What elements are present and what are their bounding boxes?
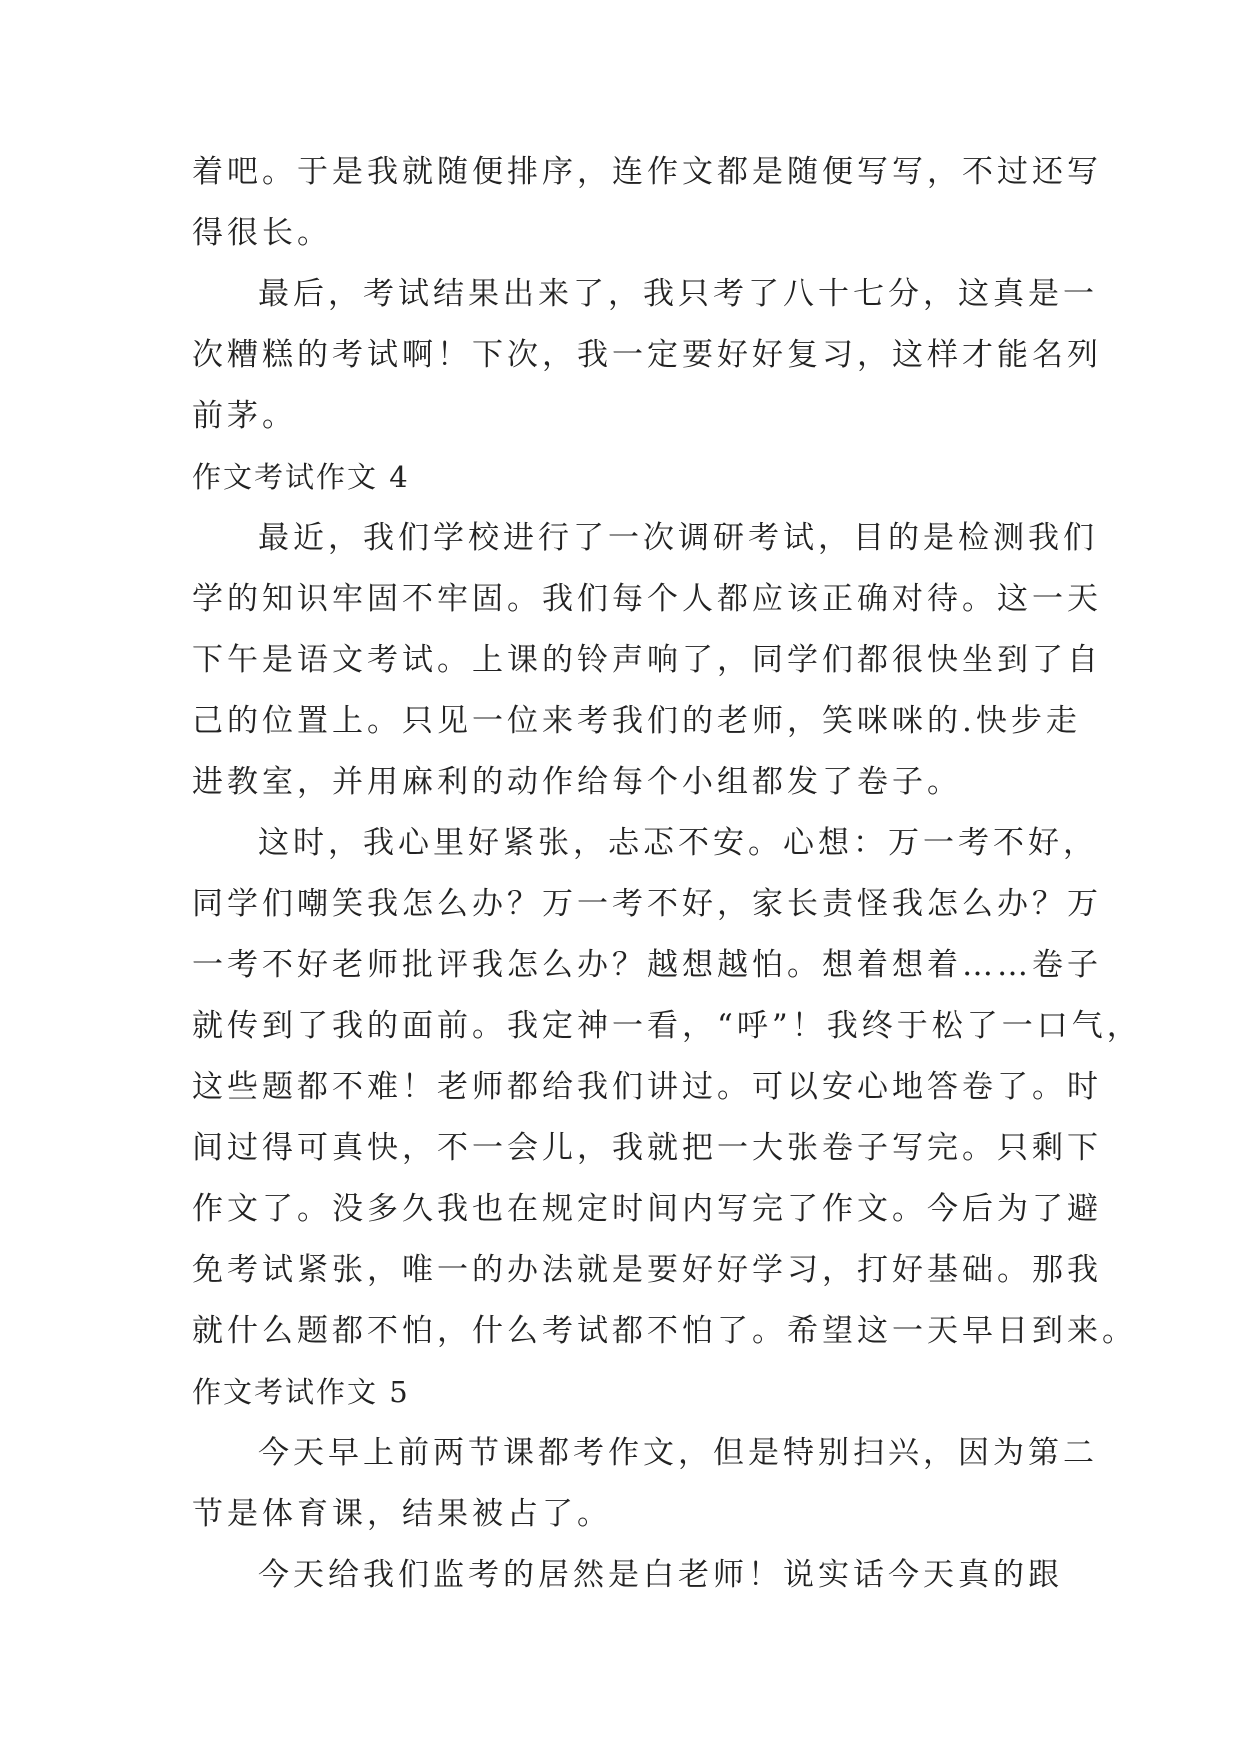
text-line: 就什么题都不怕，什么考试都不怕了。希望这一天早日到来。	[192, 1313, 1137, 1349]
text-line: 前茅。	[192, 398, 297, 434]
text-line: 这时，我心里好紧张，忐忑不安。心想：万一考不好，	[258, 825, 1098, 861]
text-line: 得很长。	[192, 215, 332, 251]
text-line: 最近，我们学校进行了一次调研考试，目的是检测我们	[258, 520, 1098, 556]
text-line: 这些题都不难！老师都给我们讲过。可以安心地答卷了。时	[192, 1069, 1102, 1105]
text-line: 着吧。于是我就随便排序，连作文都是随便写写，不过还写	[192, 154, 1102, 190]
text-line: 今天给我们监考的居然是白老师！说实话今天真的跟	[258, 1557, 1063, 1593]
text-line: 学的知识牢固不牢固。我们每个人都应该正确对待。这一天	[192, 581, 1102, 617]
text-line: 下午是语文考试。上课的铃声响了，同学们都很快坐到了自	[192, 642, 1102, 678]
text-line: 同学们嘲笑我怎么办？万一考不好，家长责怪我怎么办？万	[192, 886, 1102, 922]
text-line: 进教室，并用麻利的动作给每个小组都发了卷子。	[192, 764, 962, 800]
text-line: 就传到了我的面前。我定神一看，“呼”！我终于松了一口气，	[192, 1008, 1142, 1044]
text-line: 己的位置上。只见一位来考我们的老师，笑咪咪的.快步走	[192, 703, 1081, 739]
document-page	[192, 142, 1142, 1606]
text-line: 最后，考试结果出来了，我只考了八十七分，这真是一	[258, 276, 1098, 312]
text-line: 作文了。没多久我也在规定时间内写完了作文。今后为了避	[192, 1191, 1102, 1227]
text-line: 节是体育课，结果被占了。	[192, 1496, 612, 1532]
text-line: 间过得可真快，不一会儿，我就把一大张卷子写完。只剩下	[192, 1130, 1102, 1166]
text-line: 次糟糕的考试啊！下次，我一定要好好复习，这样才能名列	[192, 337, 1102, 373]
text-line: 免考试紧张，唯一的办法就是要好好学习，打好基础。那我	[192, 1252, 1102, 1288]
section-heading-5: 作文考试作文 5	[192, 1375, 410, 1409]
text-line: 今天早上前两节课都考作文，但是特别扫兴，因为第二	[258, 1435, 1098, 1471]
text-line: 一考不好老师批评我怎么办？越想越怕。想着想着……卷子	[192, 947, 1102, 983]
section-heading-4: 作文考试作文 4	[192, 460, 410, 494]
